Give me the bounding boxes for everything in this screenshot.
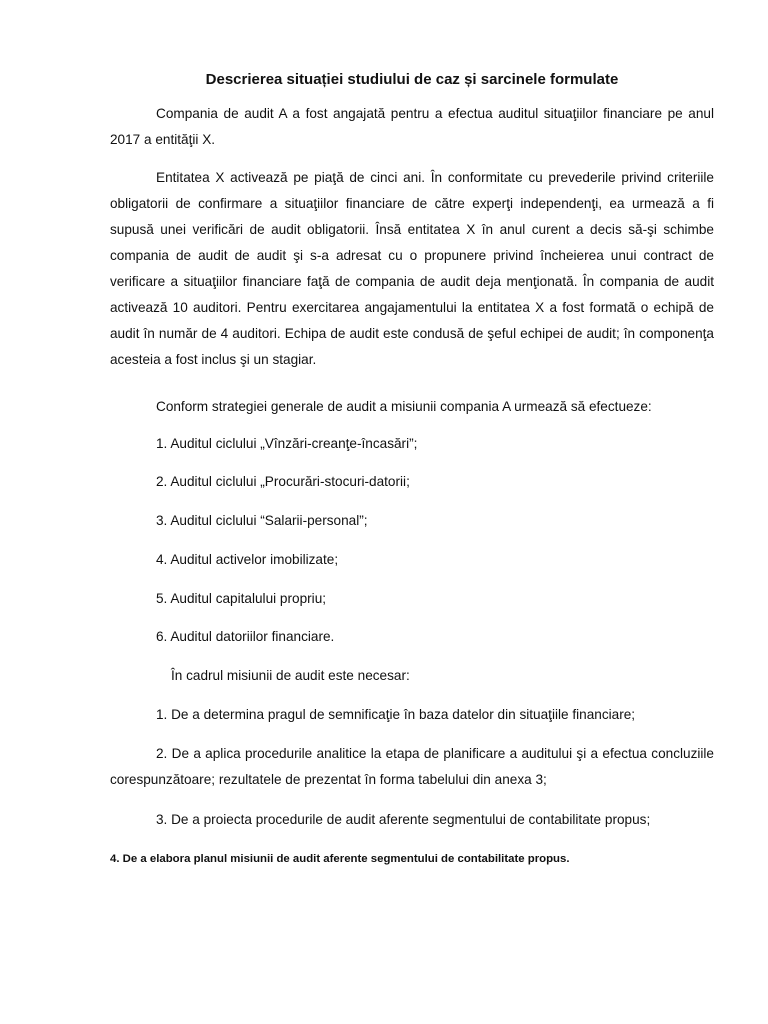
strategy-item-4: 4. Auditul activelor imobilizate; xyxy=(156,552,339,567)
task-3: 3. De a proiecta procedurile de audit aferente segmentului de contabilitate propus; xyxy=(156,812,651,827)
strategy-intro: Conform strategiei generale de audit a misiunii compania A urmează să efectueze: xyxy=(156,399,652,414)
context-paragraph: Entitatea X activează pe piaţă de cinci ani. În conformitate cu prevederile privind criteriile obligatorii de confirmare a situaţiilor financiare de către experţi independenţi, ea urmează a fi supusă unei verificări de audit obligatorii. Însă entitatea X în anul curent a decis să-şi schimbe compania de audit de audit şi s-a adresat cu o propunere privind încheierea unui contract de verificare a situaţiilor financiare faţă de compania de audit deja menţionată. În compania de audit activează 10 auditori. Pentru exercitarea angajamentului la entitatea X a fost formată o echipă de audit în număr de 4 auditori. Echipa de audit este condusă de şeful echipei de audit; în componenţa acesteia a fost inclus şi un stagiar. xyxy=(110,170,714,367)
strategy-item-1: 1. Auditul ciclului „Vînzări-creanţe-încasări”; xyxy=(156,436,418,451)
document-title: Descrierea situației studiului de caz și sarcinele formulate xyxy=(205,71,619,88)
strategy-item-5: 5. Auditul capitalului propriu; xyxy=(156,591,327,606)
tasks-intro: În cadrul misiunii de audit este necesar: xyxy=(171,668,410,683)
strategy-item-2: 2. Auditul ciclului „Procurări-stocuri-datorii; xyxy=(156,474,410,489)
strategy-item-3: 3. Auditul ciclului “Salarii-personal”; xyxy=(156,513,368,528)
task-4: 4. De a elabora planul misiunii de audit aferente segmentului de contabilitate propus. xyxy=(110,853,570,865)
task-1: 1. De a determina pragul de semnificaţie în baza datelor din situaţiile financiare; xyxy=(156,707,636,722)
strategy-item-6: 6. Auditul datoriilor financiare. xyxy=(156,629,335,644)
task-2: 2. De a aplica procedurile analitice la etapa de planificare a auditului şi a efectua concluziile corespunzătoare; rezultatele de prezentat în forma tabelului din anexa 3; xyxy=(110,746,714,787)
intro-paragraph: Compania de audit A a fost angajată pentru a efectua auditul situaţiilor financiare pe anul 2017 a entităţii X. xyxy=(110,106,714,147)
